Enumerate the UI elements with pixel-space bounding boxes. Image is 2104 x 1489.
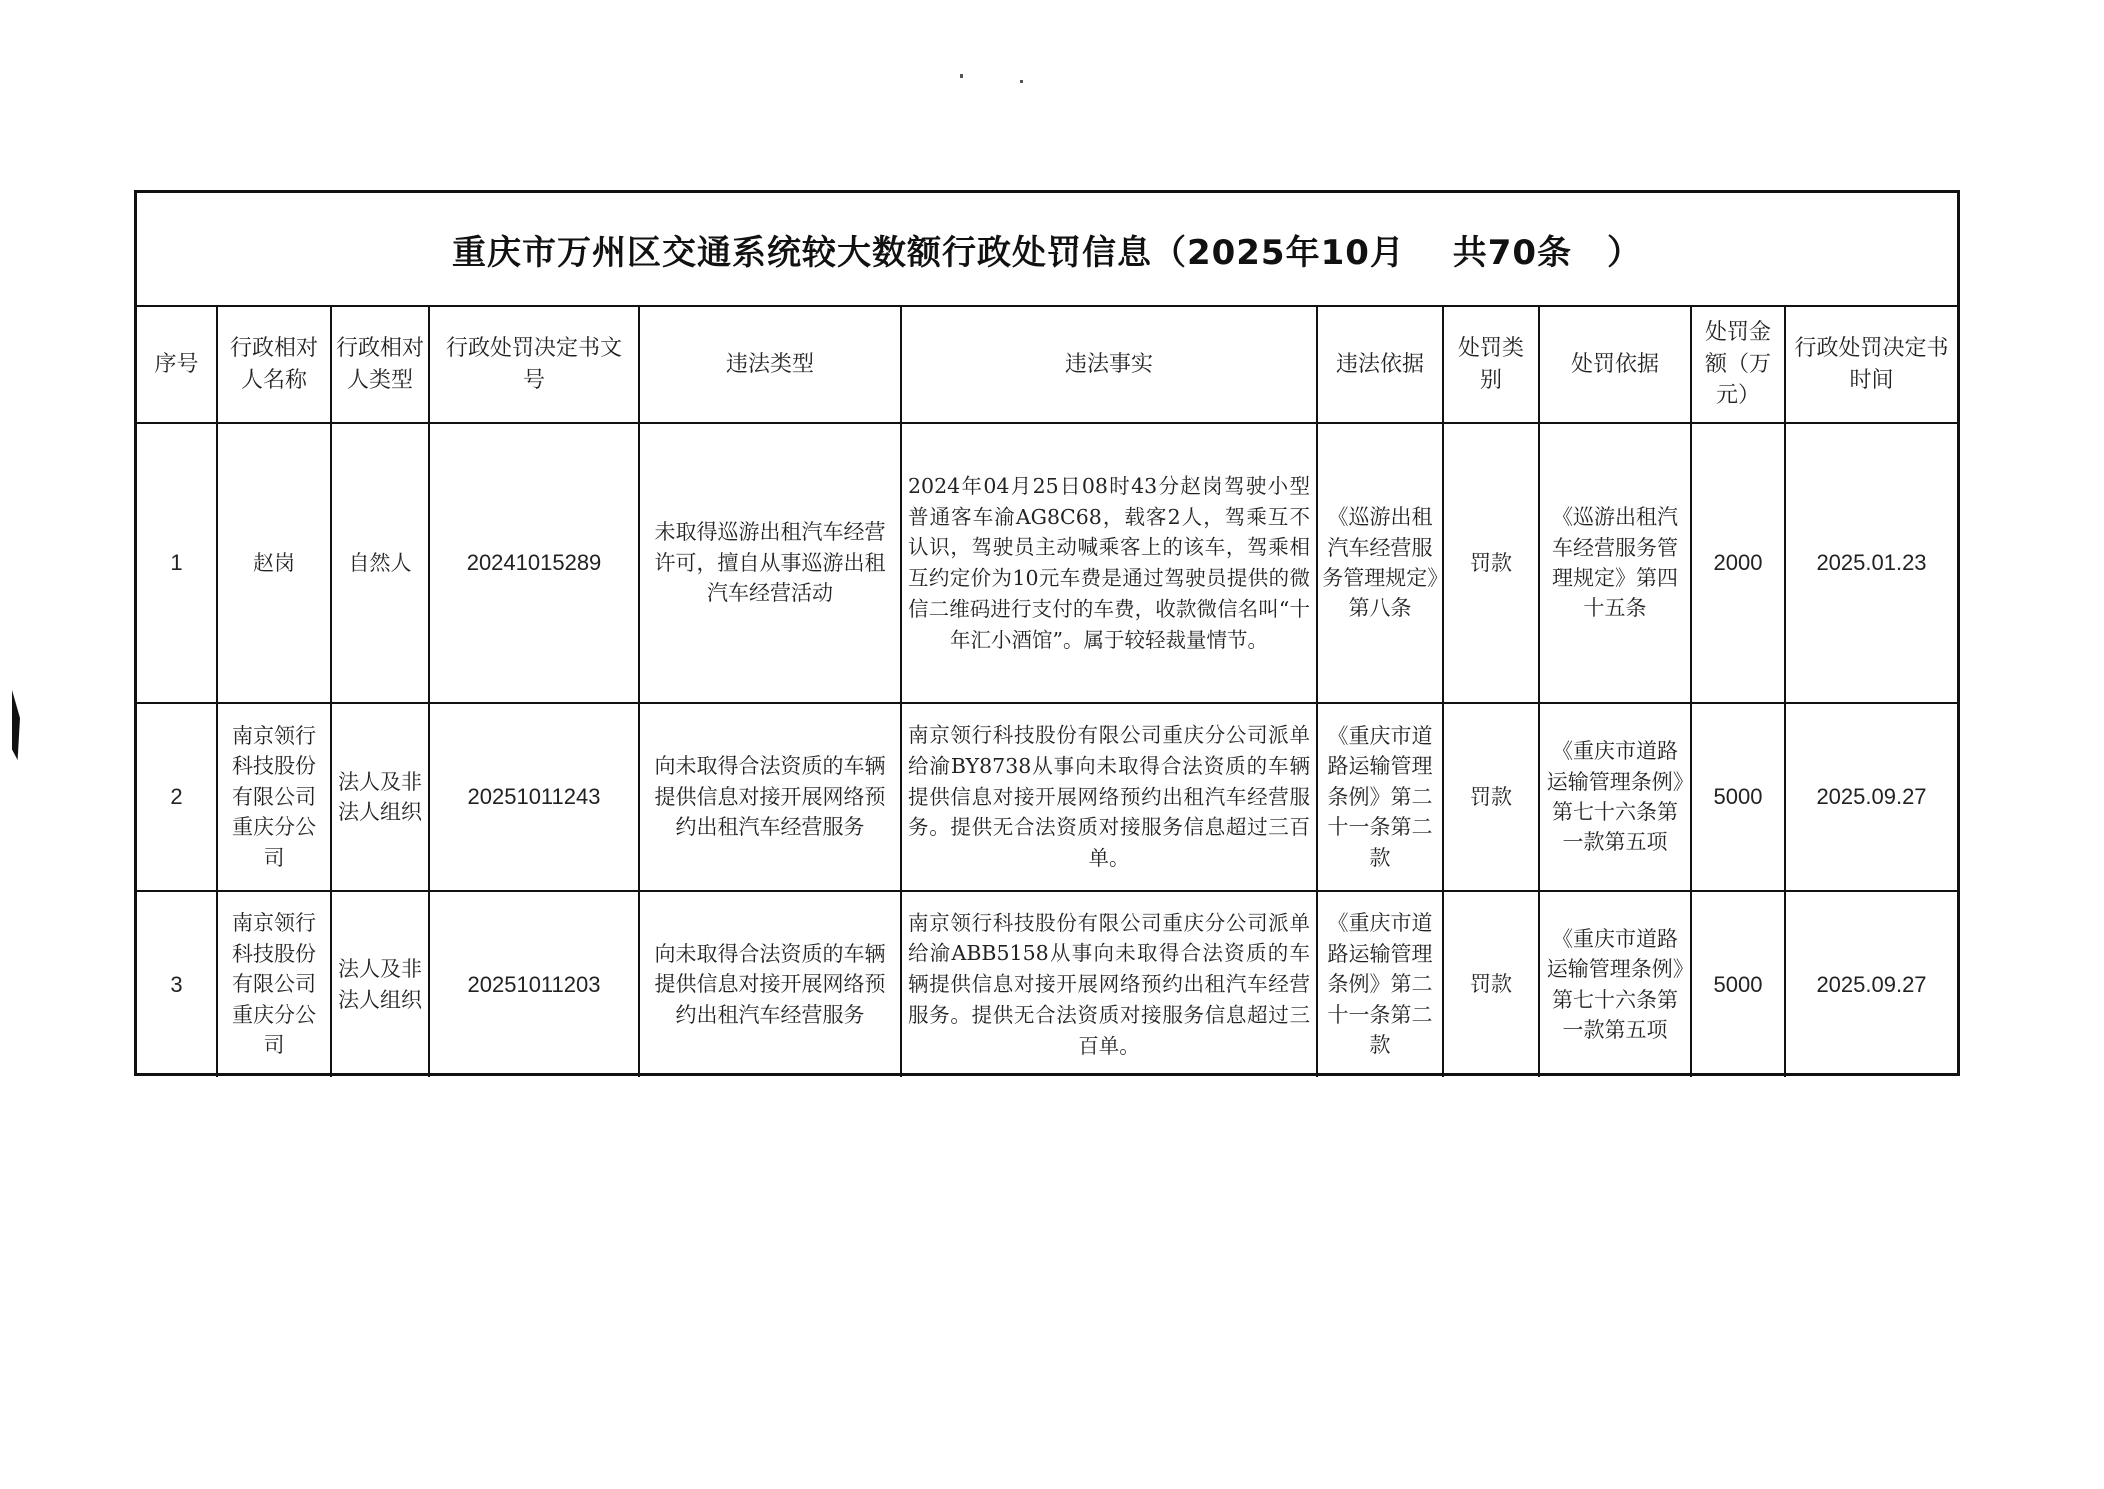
row-violation-basis: 《重庆市道路运输管理条例》第二十一条第二款 <box>1317 703 1443 891</box>
row-penalty-basis: 《重庆市道路运输管理条例》第七十六条第一款第五项 <box>1539 703 1691 891</box>
row-penalty-category: 罚款 <box>1443 423 1539 703</box>
row-date: 2025.09.27 <box>1785 703 1957 891</box>
table-row <box>137 891 1957 1077</box>
row-doc-no: 20241015289 <box>429 423 639 703</box>
document-title: 重庆市万州区交通系统较大数额行政处罚信息（2025年10月 共70条 ） <box>137 193 1957 307</box>
row-party-name: 南京领行科技股份有限公司重庆分公司 <box>217 703 331 891</box>
header-party-name: 行政相对人名称 <box>217 307 331 423</box>
row-party-type: 法人及非法人组织 <box>331 703 429 891</box>
scan-speck <box>1020 80 1023 83</box>
header-violation-fact: 违法事实 <box>901 307 1317 423</box>
header-date: 行政处罚决定书时间 <box>1785 307 1957 423</box>
row-amount: 5000 <box>1691 703 1785 891</box>
row-penalty-category: 罚款 <box>1443 703 1539 891</box>
row-amount: 5000 <box>1691 891 1785 1077</box>
header-penalty-category: 处罚类别 <box>1443 307 1539 423</box>
row-party-type: 法人及非法人组织 <box>331 891 429 1077</box>
row-violation-fact: 南京领行科技股份有限公司重庆分公司派单给渝ABB5158从事向未取得合法资质的车辆提供信息对接开展网络预约出租汽车经营服务。提供无合法资质对接服务信息超过三百单。 <box>901 891 1317 1077</box>
penalty-table <box>137 307 1957 1077</box>
row-party-type: 自然人 <box>331 423 429 703</box>
row-penalty-category: 罚款 <box>1443 891 1539 1077</box>
row-violation-basis: 《巡游出租汽车经营服务管理规定》第八条 <box>1317 423 1443 703</box>
header-amount: 处罚金额（万元） <box>1691 307 1785 423</box>
row-party-name: 赵岗 <box>217 423 331 703</box>
row-violation-basis: 《重庆市道路运输管理条例》第二十一条第二款 <box>1317 891 1443 1077</box>
header-violation-basis: 违法依据 <box>1317 307 1443 423</box>
header-penalty-basis: 处罚依据 <box>1539 307 1691 423</box>
row-index: 3 <box>137 891 217 1077</box>
row-date: 2025.09.27 <box>1785 891 1957 1077</box>
row-index: 2 <box>137 703 217 891</box>
row-date: 2025.01.23 <box>1785 423 1957 703</box>
row-party-name: 南京领行科技股份有限公司重庆分公司 <box>217 891 331 1077</box>
row-violation-fact: 2024年04月25日08时43分赵岗驾驶小型普通客车渝AG8C68，载客2人，驾乘互不认识，驾驶员主动喊乘客上的该车，驾乘相互约定价为10元车费是通过驾驶员提供的微信二维码进行支付的车费，收款微信名叫“十年汇小酒馆”。属于较轻裁量情节。 <box>901 423 1317 703</box>
row-violation-type: 未取得巡游出租汽车经营许可，擅自从事巡游出租汽车经营活动 <box>639 423 901 703</box>
header-party-type: 行政相对人类型 <box>331 307 429 423</box>
row-penalty-basis: 《重庆市道路运输管理条例》第七十六条第一款第五项 <box>1539 891 1691 1077</box>
header-violation-type: 违法类型 <box>639 307 901 423</box>
penalty-info-sheet <box>134 190 1960 1076</box>
row-doc-no: 20251011243 <box>429 703 639 891</box>
header-index: 序号 <box>137 307 217 423</box>
row-violation-type: 向未取得合法资质的车辆提供信息对接开展网络预约出租汽车经营服务 <box>639 891 901 1077</box>
header-doc-no: 行政处罚决定书文号 <box>429 307 639 423</box>
row-violation-type: 向未取得合法资质的车辆提供信息对接开展网络预约出租汽车经营服务 <box>639 703 901 891</box>
header-row <box>137 307 1957 423</box>
scan-speck <box>960 74 963 78</box>
scan-edge-mark <box>12 690 20 760</box>
row-penalty-basis: 《巡游出租汽车经营服务管理规定》第四十五条 <box>1539 423 1691 703</box>
row-doc-no: 20251011203 <box>429 891 639 1077</box>
row-violation-fact: 南京领行科技股份有限公司重庆分公司派单给渝BY8738从事向未取得合法资质的车辆提供信息对接开展网络预约出租汽车经营服务。提供无合法资质对接服务信息超过三百单。 <box>901 703 1317 891</box>
row-amount: 2000 <box>1691 423 1785 703</box>
row-index: 1 <box>137 423 217 703</box>
table-row <box>137 703 1957 891</box>
table-row <box>137 423 1957 703</box>
